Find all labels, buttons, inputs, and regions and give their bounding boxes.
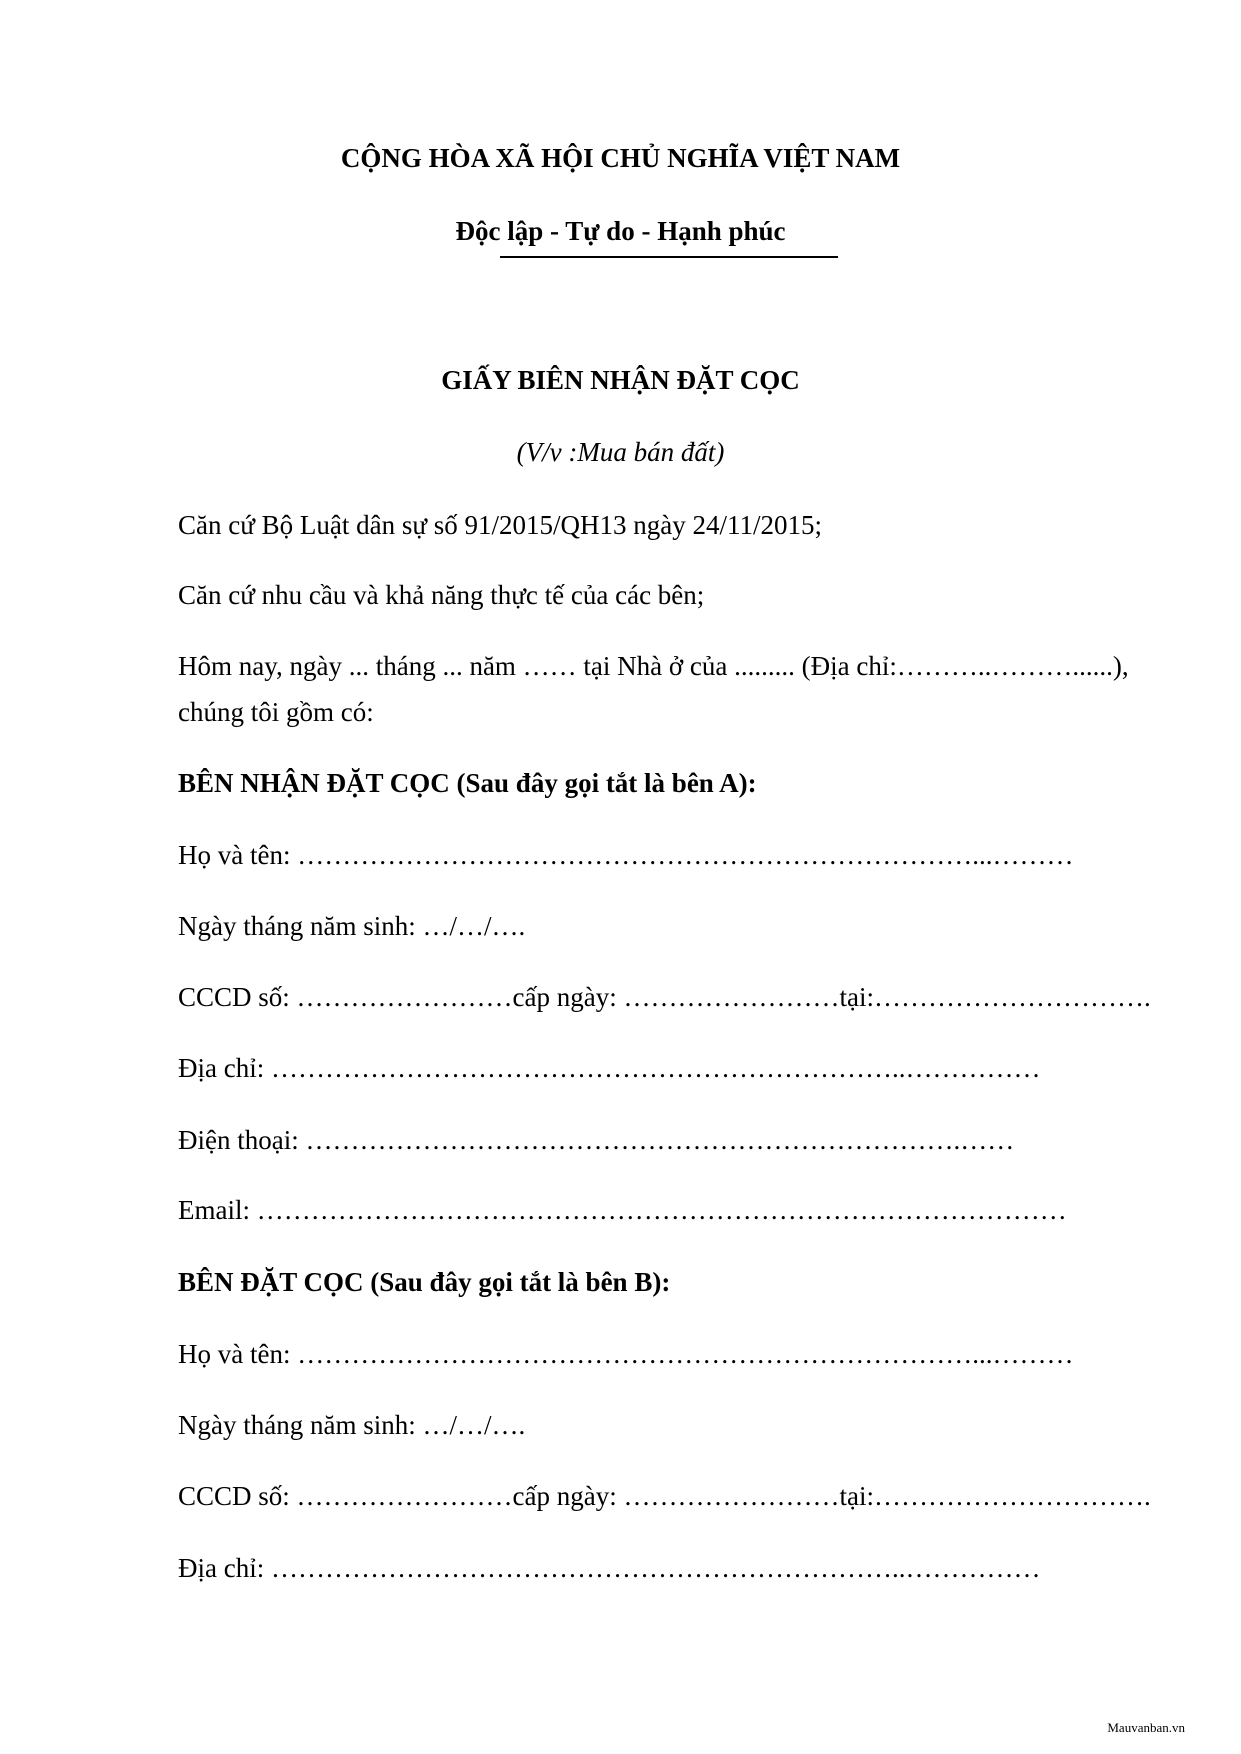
party-a-email-field: Email: ……………………………………………………………………………… bbox=[178, 1195, 1067, 1225]
meeting-statement-cont: chúng tôi gồm có: bbox=[178, 697, 374, 727]
party-b-name-field: Họ và tên: …………………………………………………………………...……… bbox=[178, 1339, 1074, 1369]
party-a-phone-field: Điện thoại: ……………………………………………………………….…… bbox=[178, 1125, 1015, 1155]
party-a-id-field: CCCD số: ……………………cấp ngày: ……………………tại:…………………………. bbox=[178, 982, 1151, 1012]
party-a-heading: BÊN NHẬN ĐẶT CỌC (Sau đây gọi tắt là bên A): bbox=[178, 768, 757, 798]
party-a-address-field: Địa chỉ: ……………………………………………………………..…………… bbox=[178, 1053, 1041, 1083]
national-motto: Độc lập - Tự do - Hạnh phúc bbox=[455, 216, 786, 246]
legal-basis-2: Căn cứ nhu cầu và khả năng thực tế của các bên; bbox=[178, 580, 705, 610]
party-b-address-field: Địa chỉ: ……………………………………………………………..…………… bbox=[178, 1553, 1041, 1583]
party-b-dob-field: Ngày tháng năm sinh: …/…/…. bbox=[178, 1410, 526, 1440]
party-a-dob-field: Ngày tháng năm sinh: …/…/…. bbox=[178, 911, 526, 941]
meeting-statement: Hôm nay, ngày ... tháng ... năm …… tại Nhà ở của ......... (Địa chỉ:………..………......), bbox=[178, 651, 1129, 681]
party-b-heading: BÊN ĐẶT CỌC (Sau đây gọi tắt là bên B): bbox=[178, 1267, 671, 1297]
country-heading: CỘNG HÒA XÃ HỘI CHỦ NGHĨA VIỆT NAM bbox=[340, 143, 901, 173]
motto-underline bbox=[500, 256, 838, 258]
party-b-id-field: CCCD số: ……………………cấp ngày: ……………………tại:…………………………. bbox=[178, 1481, 1151, 1511]
document-subtitle: (V/v :Mua bán đất) bbox=[516, 437, 725, 467]
legal-basis-1: Căn cứ Bộ Luật dân sự số 91/2015/QH13 ngày 24/11/2015; bbox=[178, 510, 822, 540]
site-watermark: Mauvanban.vn bbox=[1107, 1720, 1185, 1735]
document-title: GIẤY BIÊN NHẬN ĐẶT CỌC bbox=[441, 365, 800, 395]
party-a-name-field: Họ và tên: …………………………………………………………………...……… bbox=[178, 840, 1074, 870]
